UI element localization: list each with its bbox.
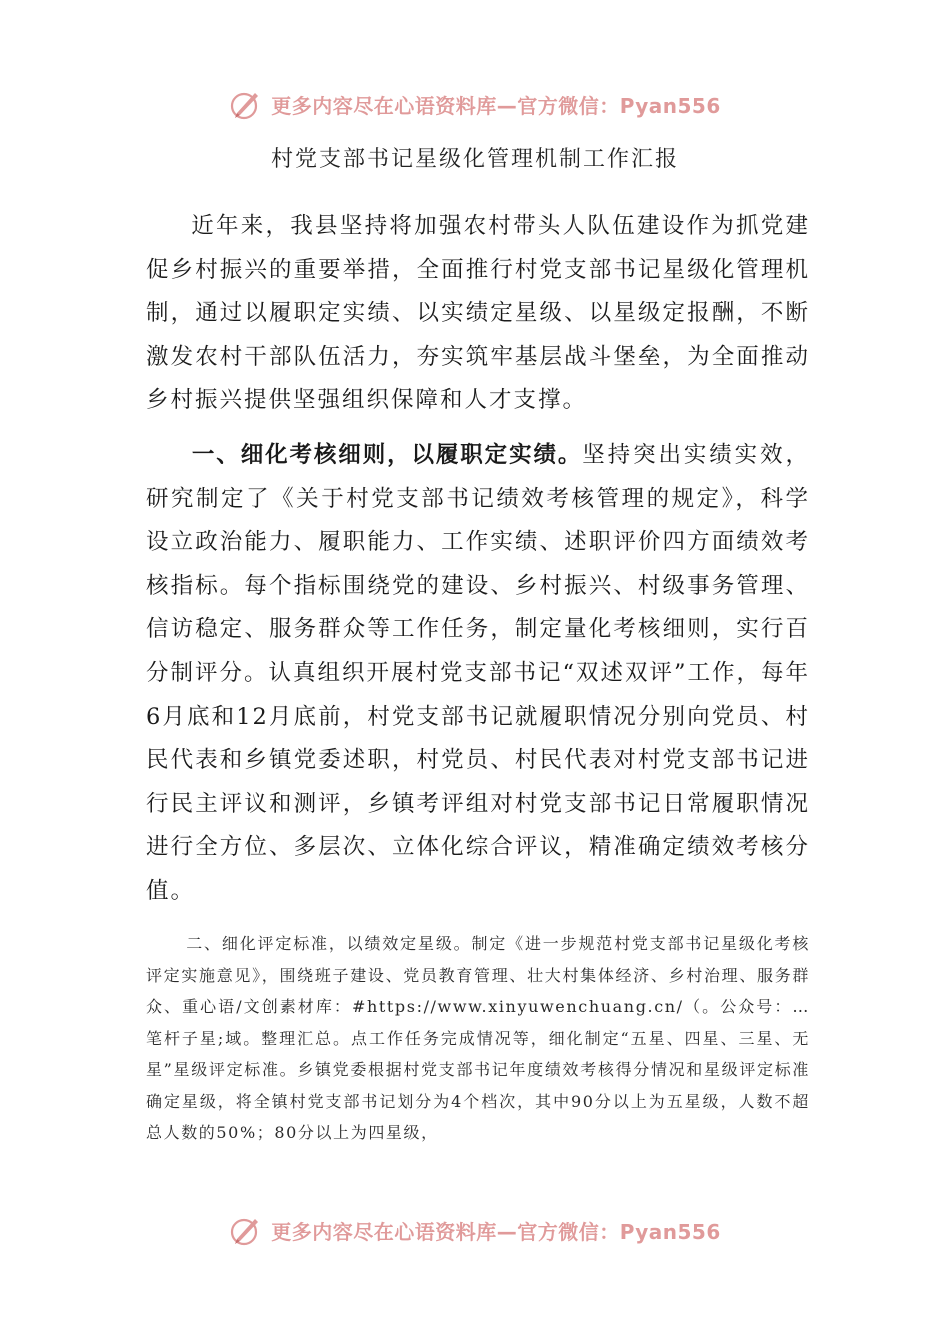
intro-text: 近年来，我县坚持将加强农村带头人队伍建设作为抓党建促乡村振兴的重要举措，全面推行村党支部书记星级化管理机制，通过以履职定实绩、以实绩定星级、以星级定报酬，不断激发农村干部队伍活力，夯实筑牢基层战斗堡垒，为全面推动乡村振兴提供坚强组织保障和人才支撑。 — [146, 213, 810, 414]
watermark-text: 更多内容尽在心语资料库—官方微信：Pyan556 — [271, 1219, 721, 1244]
pen-logo-icon — [229, 1213, 263, 1247]
section1-heading: 一、细化考核细则，以履职定实绩。 — [191, 442, 583, 468]
pen-logo-icon — [229, 87, 263, 121]
intro-paragraph — [146, 205, 810, 423]
section2-text: 二、细化评定标准，以绩效定星级。制定《进一步规范村党支部书记星级化考核评定实施意见》，围绕班子建设、党员教育管理、壮大村集体经济、乡村治理、服务群众、重心语/文创素材库：#https://www.xinyuwenchuang.cn/（。公众号：…笔杆子星;域。整理汇总。点工作任务完成情况等，细化制定“五星、四星、三星、无星”星级评定标准。乡镇党委根据村党支部书记年度绩效考核得分情况和星级评定标准确定星级，将全镇村党支部书记划分为4个档次，其中90分以上为五星级，人数不超总人数的50%；80分以上为四星级， — [146, 934, 810, 1142]
watermark-banner-top — [0, 86, 950, 122]
document-title: 村党支部书记星级化管理机制工作汇报 — [270, 147, 679, 172]
watermark-banner-bottom — [0, 1212, 950, 1248]
section1-body: 坚持突出实绩实效，研究制定了《关于村党支部书记绩效考核管理的规定》，科学设立政治能力、履职能力、工作实绩、述职评价四方面绩效考核指标。每个指标围绕党的建设、乡村振兴、村级事务管理、信访稳定、服务群众等工作任务，制定量化考核细则，实行百分制评分。认真组织开展村党支部书记“双述双评”工作，每年6月底和12月底前，村党支部书记就履职情况分别向党员、村民代表和乡镇党委述职，村党员、村民代表对村党支部书记进行民主评议和测评，乡镇考评组对村党支部书记日常履职情况进行全方位、多层次、立体化综合评议，精准确定绩效考核分值。 — [146, 442, 811, 904]
watermark-text: 更多内容尽在心语资料库—官方微信：Pyan556 — [271, 93, 721, 118]
section1-paragraph — [146, 434, 810, 914]
section2-paragraph — [146, 928, 810, 1149]
